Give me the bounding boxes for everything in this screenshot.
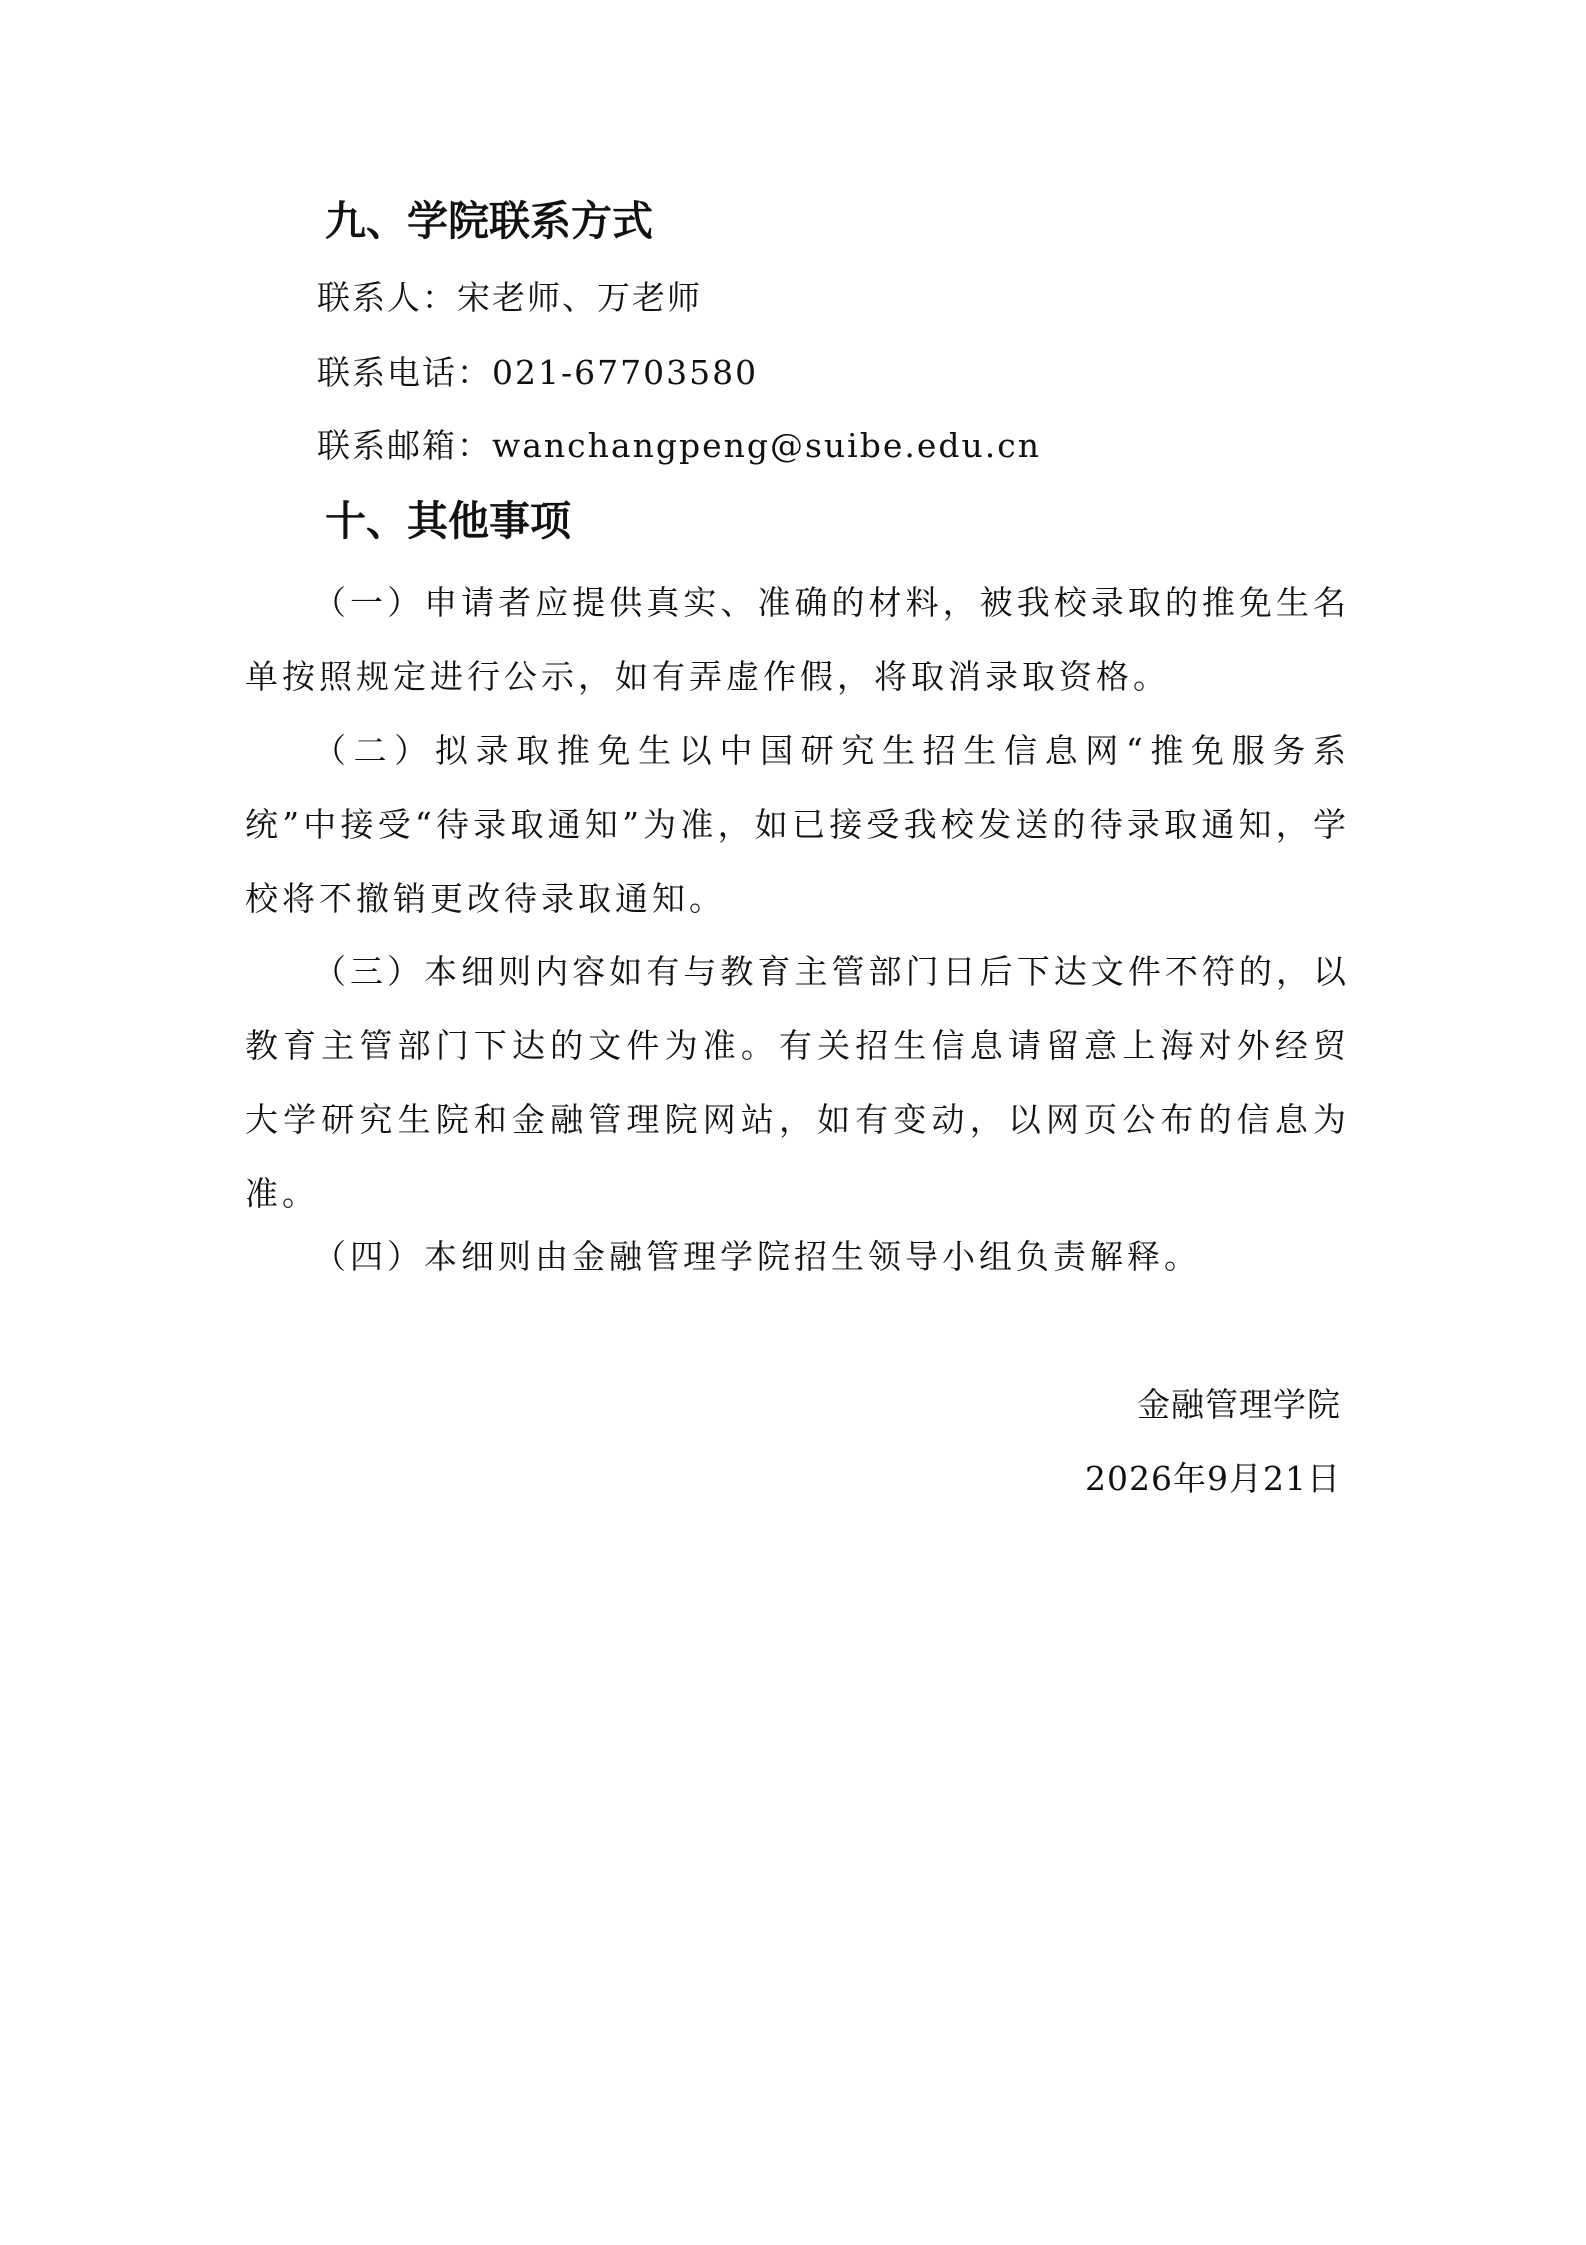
item-2-paragraph: （二）拟录取推免生以中国研究生招生信息网“推免服务系统”中接受“待录取通知”为准，如已接受我校发送的待录取通知，学校将不撤销更改待录取通知。 xyxy=(245,731,1350,918)
item-1-paragraph: （一）申请者应提供真实、准确的材料，被我校录取的推免生名单按照规定进行公示，如有弄虚作假，将取消录取资格。 xyxy=(245,583,1350,696)
section-ten-heading: 十、其他事项 xyxy=(325,497,571,545)
item-4-paragraph: （四）本细则由金融管理学院招生领导小组负责解释。 xyxy=(313,1237,1201,1276)
section-nine-heading: 九、学院联系方式 xyxy=(325,197,653,245)
contact-person: 联系人：宋老师、万老师 xyxy=(317,278,702,317)
signature-org: 金融管理学院 xyxy=(1137,1385,1341,1424)
contact-phone: 联系电话：021-67703580 xyxy=(317,353,759,392)
item-3-paragraph: （三）本细则内容如有与教育主管部门日后下达文件不符的，以教育主管部门下达的文件为准。有关招生信息请留意上海对外经贸大学研究生院和金融管理院网站，如有变动，以网页公布的信息为准。 xyxy=(245,952,1350,1213)
contact-email: 联系邮箱：wanchangpeng@suibe.edu.cn xyxy=(317,426,1042,465)
signature-date: 2026年9月21日 xyxy=(1085,1459,1341,1498)
